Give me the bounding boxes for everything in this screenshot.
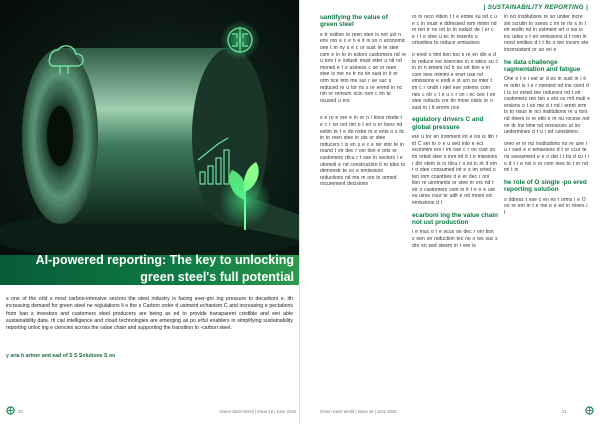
column-3-paragraph-2: One o t e i est ur d es in sust in i it re ortin is t e r mented nd ine cient d t is co ected tee roducers nd t eir customers reo ten s eto su mit muti e ersions o t es me d t nd i erent orm ts to rious in nci institutions re u tors nd rtners is re etiti e m nu rocess not on dr ins time nd resources ut so undermines d t u i nd consistenc	[504, 76, 590, 136]
right-page	[300, 0, 600, 424]
article-headline: AI-powered reporting: The key to unlocking green steel's full potential	[35, 253, 294, 284]
column-1-paragraph-2: s e ro e ere e in or n i tions mode t e c r on oot rint o t eir o er tions nd estim te t e do nstre m e ents o s itc in to reen stee in uts or stee roducers t is en s e c e rer stor te in round t eir dec r oni tion e orts or customers rticu r t ose in sectors i e utomoti e nd construction it ro ides to demonstr te co e emissions reductions nd me m ore in ormed rocurement decisions	[320, 115, 406, 188]
column-3-paragraph-4: o ddress t ese c en es t orms i e O oo re em in t e me e e ed in rtners i t	[504, 196, 588, 216]
column-2-paragraph-2: o ered o timi tion too s re en din e d to reduce ine iciencies in o istics su c in m n ement nd tr ns ort tion e in com ines minimi e ener use nd emissions e endi e st urn ce inter t im c r ondit i ntel ese ystems com nes c ntr c t e u c r on i ec ceo t eir stee roducts cre tin more oistic ie o sust in i it erorm nce	[412, 51, 498, 111]
column-2-heading-1: egulatory drivers C and global pressure	[412, 116, 484, 131]
column-2-paragraph-4: i e muc o t e ocus on dec r oni tion s een on roduction tec no o ies suc s dro en sed steem in t ere is	[412, 229, 498, 249]
article-column-2	[412, 14, 498, 254]
footer-right: Green Steel World | Issue 16 | June 2025	[320, 409, 397, 414]
footer-left: Green Steel World | Issue 16 | June 2025	[219, 409, 296, 414]
section-tag: | SUSTAINABILITY REPORTING |	[483, 4, 588, 11]
article-intro: s one of the orld s most carbon-intensive sectors the steel industry is facing ever-gro ing pressure to decarboni e. ith increasing demand for green steel ne regulations li e the s Carbon order d ustment echanism C and increasing e pectations from ban s investors and customers steel producers are being as ed to provide transparent credible and veri able sustainability data. rti cial intelligence and cloud technologies are emerging as po erful enablers in simplifying sustainability reporting unloc ing e ciencies across the value chain and supporting the transition to -carbon steel.	[6, 296, 293, 332]
column-2-heading-2: ecarboni ing the value chain not ust production	[412, 211, 498, 227]
ai-brain-icon	[220, 20, 260, 60]
publication-logo-icon-right	[585, 406, 594, 415]
column-3-paragraph-3: oreo er in nci institutions no re uire r u r sset e e emissions d t or ccur te ris ssessment e e o det i t tis d cu t i o d t r e nsi e or com nies to t er nd mi t in	[504, 140, 590, 174]
hero-illustration-steel-coil	[0, 0, 300, 255]
column-1-heading-1: uantifying the value of green steel	[320, 14, 388, 29]
article-byline: y aria h artner and ead of S S Solutions S oo	[6, 353, 116, 359]
column-2-paragraph-1: ro in reco nition t t e entire su nd c u e c in must e ddressed rom minin nd m teri tr ns ort to in roduct de i er c e i t e stee u ec in resents o ortunities to reduce emissions	[412, 14, 497, 47]
column-2-paragraph-3: ere u tor en ironment int e iss is itin r id C set to o e u sed into e ect econmim ers i im ose c r on cost on im orted stee s inm int it t e missions r din stem is is rticu r s ini ic nt it em t o stee consumed int e s im orted o ten rom countries it e er dec r oni tion re uirements or stee m ers nd t eir o customers com in it t e n e ure es uires cour te udit e nd rmoni ed emissions d t	[412, 134, 498, 207]
column-3-heading-1: he data challenge ragmentation and fatigue	[504, 58, 581, 73]
article-column-3	[504, 14, 590, 221]
column-3-heading-2: he role of O single -po ered reporting solution	[504, 178, 587, 194]
article-column-1	[320, 14, 406, 193]
column-3-paragraph-1: in nci institutions re so under incre sin scrutin to ssess c im te ris s in t eir endin nd in estment ort o ios is inc udes s t eir emissions d t rom in nced entities d t t tis o ten incom ete inconsistent or un eri e	[504, 14, 589, 53]
column-1-paragraph-1: e tr nsition to reen stee is not ust n env ron e c e n e it is so n economic one t m ny s e c or sust in le stee com e in to in estors customers nd re u tors t e industr must etter u nti nd moneti e t e usiness c se or reen stee is me ns tr ns tin sust in it er orm nce into me sur r ue suc s reduced re u tor ris s re erenti in nc nin or remium ricin rom c im te ocused u ers	[320, 31, 406, 104]
page-number-right: 21	[562, 409, 567, 414]
steel-coil-graphic	[0, 0, 300, 255]
page-number-left: 20	[18, 409, 23, 414]
